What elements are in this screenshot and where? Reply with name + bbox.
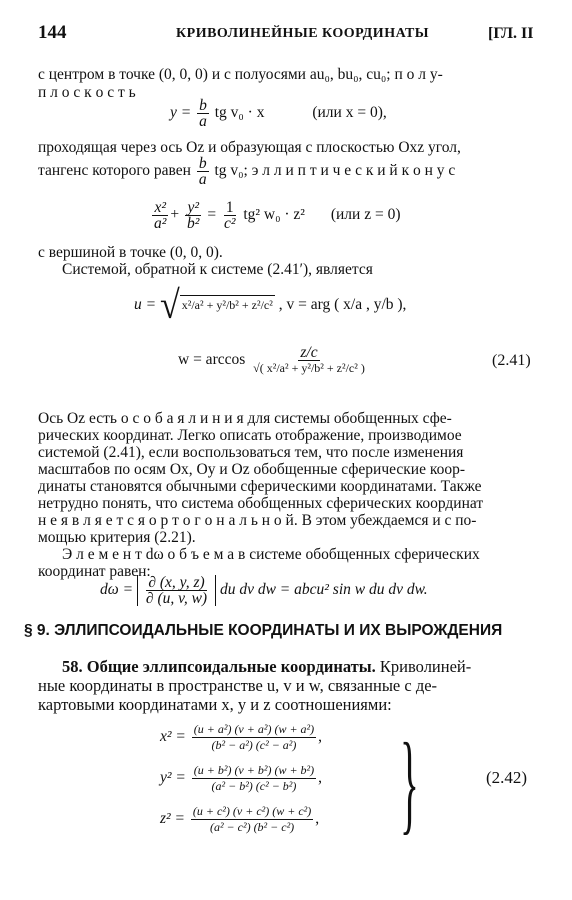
denominator: ∂ (u, v, w)	[145, 590, 208, 607]
text-line: масштабов по осям Ox, Oy и Oz обобщенные сферические коор-	[38, 461, 466, 478]
running-title: КРИВОЛИНЕЙНЫЕ КООРДИНАТЫ	[176, 26, 430, 41]
fraction	[251, 345, 367, 376]
denominator: a	[198, 171, 207, 188]
fraction	[222, 200, 238, 231]
text-line: динаты становятся обычными сферическими координатами. Также	[38, 478, 482, 495]
eq-rhs: tg v₀ · x	[214, 104, 265, 122]
equation-w	[178, 345, 369, 376]
denominator: a²	[154, 215, 167, 232]
eq-lhs: w = arccos	[178, 351, 246, 369]
denominator: (a² − c²) (b² − c²)	[209, 820, 295, 834]
text-line: Э л е м е н т dω о б ъ е м а в системе обобщенных сферических	[62, 546, 480, 563]
equation-number: (2.41)	[492, 352, 531, 369]
page-number: 144	[38, 22, 67, 43]
denominator: √( x²/a² + y²/b² + z²/c² )	[253, 361, 365, 375]
text-line: п л о с к о с т ь	[38, 84, 136, 101]
numerator: ∂ (x, y, z)	[148, 574, 205, 591]
fraction	[192, 763, 316, 794]
text-line	[62, 658, 471, 676]
equation-volume-element	[100, 575, 428, 606]
text-line: системой (2.41), если воспользоваться тем, что после изменения	[38, 444, 464, 461]
text-line: с вершиной в точке (0, 0, 0).	[38, 244, 223, 261]
denominator: c²	[223, 215, 236, 232]
eq-lhs: dω =	[100, 581, 134, 599]
eq-rhs: tg² w₀ · z²	[243, 206, 305, 224]
numerator: (u + b²) (v + b²) (w + b²)	[193, 763, 315, 777]
text-line: н е я в л я е т с я о р т о г о н а л ь н о й. В этом убеждаемся и с по-	[38, 512, 477, 529]
fraction	[144, 575, 209, 606]
fraction	[152, 200, 168, 231]
section-heading: § 9. ЭЛЛИПСОИДАЛЬНЫЕ КООРДИНАТЫ И ИХ ВЫРОЖДЕНИЯ	[24, 622, 503, 639]
numerator: x²	[154, 199, 166, 216]
eq-rhs: , v = arg ( x/a , y/b ),	[278, 296, 407, 313]
eq-note: (или x = 0),	[312, 104, 387, 122]
fraction	[191, 804, 313, 835]
equation-u-v	[134, 283, 407, 328]
text-line: координат равен:	[38, 563, 151, 580]
text-line: рических координат. Легко описать отображение, производимое	[38, 427, 462, 444]
fraction	[197, 156, 209, 187]
numerator: b	[199, 97, 207, 114]
denominator: (a² − b²) (c² − b²)	[211, 779, 297, 793]
eq-lhs: u =	[134, 296, 157, 313]
text-line: мощью критерия (2.21).	[38, 529, 196, 546]
numerator: b	[198, 155, 207, 172]
fraction	[192, 722, 316, 753]
text-line: Ось Oz есть о с о б а я л и н и я для системы обобщенных сфе-	[38, 410, 452, 427]
eq-note: (или z = 0)	[330, 206, 401, 224]
chapter-label: [ГЛ. II	[488, 25, 534, 42]
numerator: z/c	[300, 344, 318, 361]
radicand: x²/a² + y²/b² + z²/c²	[180, 295, 275, 314]
radical-sign: √	[159, 283, 180, 328]
denominator: (b² − a²) (c² − a²)	[211, 738, 297, 752]
eq-lhs: y =	[170, 104, 192, 122]
equation-x2: x² = $\frac{\text{(u + a²) (v + a²) (w + a²)}}{\text{(b² − a²) (c² − a²)}}$ ,	[160, 722, 323, 752]
numerator: (u + a²) (v + a²) (w + a²)	[193, 722, 315, 736]
denominator: b²	[187, 215, 200, 232]
text-line: картовыми координатами x, y и z соотношениями:	[38, 695, 392, 714]
equals-sign: =	[207, 206, 217, 224]
text-line: с центром в точке (0, 0, 0) и с полуосями au₀, bu₀, cu₀; п о л у-	[38, 66, 443, 83]
text-line: Системой, обратной к системе (2.41′), является	[62, 261, 373, 278]
equation-y2: y² = $\frac{\text{(u + b²) (v + b²) (w + b²)}}{\text{(a² − b²) (c² − b²)}}$ ,	[160, 763, 323, 793]
text-span: Криволиней-	[379, 657, 472, 676]
eq-lhs: y² =	[160, 769, 186, 787]
text-span: tg v₀; э л л и п т и ч е с к и й к о н у с	[214, 162, 456, 180]
eq-lhs: x² =	[160, 728, 186, 746]
equation-z2: z² = $\frac{\text{(u + c²) (v + c²) (w + c²)}}{\text{(a² − c²) (b² − c²)}}$ ,	[160, 804, 320, 834]
numerator: 1	[225, 199, 234, 216]
eq-rhs: du dv dw = abcu² sin w du dv dw.	[219, 581, 428, 599]
text-line: нетрудно понять, что система обобщенных сферических координат	[38, 495, 484, 512]
jacobian	[137, 575, 216, 606]
eq-lhs: z² =	[160, 810, 186, 828]
fraction	[197, 98, 209, 129]
text-span: тангенс которого равен	[38, 162, 191, 180]
equation-number: (2.42)	[486, 768, 528, 787]
subsection-title: 58. Общие эллипсоидальные координаты.	[62, 657, 376, 676]
text-line	[38, 156, 455, 187]
right-brace: }	[400, 721, 419, 845]
denominator: a	[199, 113, 207, 130]
fraction	[185, 200, 201, 231]
numerator: y²	[187, 199, 199, 216]
numerator: (u + c²) (v + c²) (w + c²)	[192, 804, 312, 818]
text-line: ные координаты в пространстве u, v и w, связанные с де-	[38, 676, 438, 695]
equation-cone: $\frac{\text{x²}}{\text{a²}}$ + $\frac{\text{y²}}{\text{b²}}$ = $\frac{1}{\text{c²}}$ tg² w₀ · z² (или z = 0)	[154, 199, 401, 232]
text-line: проходящая через ось Oz и образующая с плоскостью Oxz угол,	[38, 139, 461, 156]
equation-halfplane	[170, 98, 387, 129]
